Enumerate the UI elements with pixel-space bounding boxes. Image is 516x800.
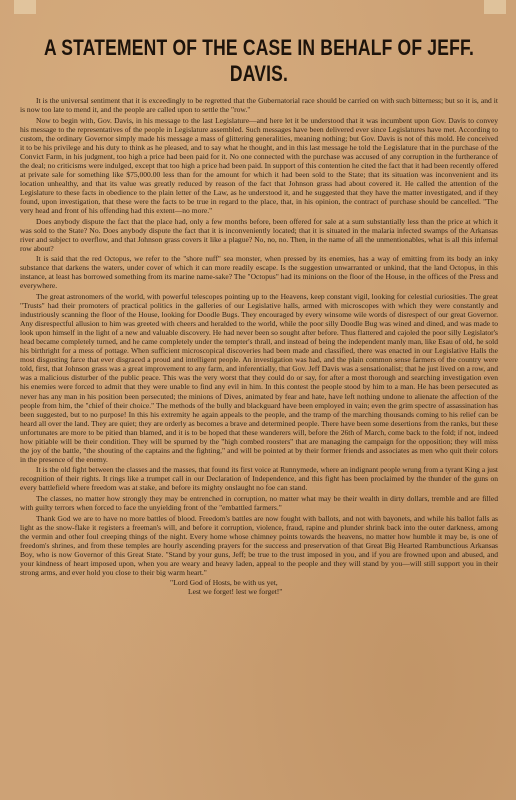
closing-verse — [20, 578, 498, 596]
paragraph-6: It is the old fight between the classes and the masses, that found its first voice at Runnymede, where an indignant people wrung from a tyrant King a just recognition of their rights. It rings like a trumpet call in our Declaration of Independence, and this fight has been proclaimed by the thunder of the guns on every battlefield where freedom was at stake, and before its mighty onslaught no foe can stand. — [20, 465, 498, 493]
document-title: A STATEMENT OF THE CASE IN BEHALF OF JEFF. DAVIS. — [43, 34, 475, 86]
paragraph-5: The great astronomers of the world, with powerful telescopes pointing up to the Heavens, keep constant vigil, looking for celestial curiosities. The great "Trusts" had their promoters of practical politics in the galleries of our Legislative halls, armed with microscopes with which they were constantly and industriously scanning the floor of the House, looking for Doodle Bugs. They encouraged by every winsome wile words of disrespect of our great Governor. Any disrespectful allusion to him was greeted with cheers and heralded to the world, while the poor silly Doodle Bug was wined and dined, and was made to look upon himself in the light of a new and valuable discovery. He had never been so sought after before. Thus flattered and cajoled the poor silly Legislator's head became completely turned, and he came completely under the tempter's thrall, and instead of being the independent manly man, like Esau of old, he sold his birthright for a mess of pottage. When sufficient microscopical discoveries had been made and classified, there was enacted in our Legislative Halls the most disgusting farce that ever disgraced a proud and intelligent people. An investigation was had, and the plain common sense farmers of the country were told, first, that Johnson grass was a great improvement to any farm, and inferentially, that Gov. Jeff Davis was a sensationalist; that he just lived on a row, and was a malicious disturber of the public peace. This was the very worst that they could do or say, for after a most thorough and searching investigation even his enemies were forced to admit that they were unable to find any evil in him. In this contest the people stood by him to a man. He has been persecuted as never has any man in his position been persecuted; the minions of Dives, animated by fear and hate, have left nothing undone to alienate the affection of the people from him, the "chief of their choice." The methods of the bully and blackguard have been employed in vain; even the grim spectre of assassination has been suggested, but to no purpose! In this his extremity he again appeals to the people, and the tramp of the marching thousands coming to his relief can be heard all over the land. They are quiet; they are orderly as becomes a brave and determined people. There have been some desertions from the ranks, but these unfortunates are more to be pitied than blamed, and it is to be hoped that these wanderers will, before the 26th of March, come back to the fold; if not, indeed how pitiable will be their condition. They will be spurned by the "high combed roosters" that are managing the campaign for the opposition; they will miss the joy of the battle, "the shouting of the captains and the fighting," and will be pointed at by their former friends and associates as men who quit their colors in the presence of the enemy. — [20, 291, 498, 464]
paragraph-1: It is the universal sentiment that it is exceedingly to be regretted that the Gubernatorial race should be carried on with such bitterness; but so it is, and it is now too late to mend it, and the people are called upon to settle the "row." — [20, 96, 498, 115]
paragraph-8: Thank God we are to have no more battles of blood. Freedom's battles are now fought with ballots, and not with bayonets, and while his ballot falls as light as the snow-flake it registers a freeman's will, and before it corruption, violence, fraud, rapine and plunder shrink back into the outer darkness, among the vermin and other foul creeping things of the night. Every home whose chimney points towards the heavens, no matter how humble it may be, is one of freedom's shrines, and from these temples are hourly ascending prayers for the success and preservation of that Great Big Hearted Rambunctious Arkansas Boy, who is now Governor of this Great State. "Stand by your guns, Jeff; be true to the trust imposed in you, and if you are frowned upon and abused, and your kindness of heart imposed upon, when you are weary and heavy laden, appeal to the people and they will stand by you—will still support you in their strong arms, and ever hold you close to their big warm heart." — [20, 513, 498, 577]
closing-line-1: "Lord God of Hosts, be with us yet, — [170, 578, 278, 588]
paragraph-7: The classes, no matter how strongly they may be entrenched in corruption, no matter what may be their wealth in dirty dollars, tremble and are filled with guilty terrors when forced to face the unyielding front of the "embattled farmers." — [20, 494, 498, 513]
paragraph-2: Now to begin with, Gov. Davis, in his message to the last Legislature—and here let it be understood that it was incumbent upon Gov. Davis to convey his message to the representatives of the people in Legislature assembled. Such messages have been delivered ever since Legislatures have met. According to custom, the ordinary Governor simply made his message a mass of glittering generalities, meaning nothing; but Gov. Davis is not of this mold. He conceived it to be his privilege and his duty to think as he pleased, and to say what he thought, and in this last message he told the Legislature that in the purchase of the Convict Farm, in his judgment, too high a price had been paid for it. No one connected with the purchase was accused of any corruption in the furtherance of the deal; no criticisms were indulged, except that too high a price had been paid. In support of this contention he cited the fact that it had been recently offered at private sale for something like $75,000.00 less than for the amount for which it had been sold to the State; that its situation was inconvenient and its location unhealthy, and that its value was greatly reduced by reason of the fact that Johnson grass had about covered it. He called the attention of the Legislature to these facts in obedience to the plain letter of the Law, as he understood it, and he suggested that they have the matter investigated, and if they found, upon investigation, that these were the facts to be true in regard to the place, that, in his opinion, the contract of purchase should be cancelled. "The very head and front of his offending had this extent—no more." — [20, 115, 498, 216]
document-body — [20, 96, 498, 577]
paragraph-4: It is said that the red Octopus, we refer to the "shore nuff" sea monster, when pressed by its enemies, has a way of emitting from its body an inky substance that darkens the waters, under cover of which it can more readily escape. Is the suggestion unwarranted or unkind, that the land Octopus, in this instance, at least has borrowed something from its marine name-sake? The "Octopus" had its minions on the floor of the House, in the offices of the Press and everywhere. — [20, 254, 498, 291]
paragraph-3: Does anybody dispute the fact that the place had, only a few months before, been offered for sale at a sum substantially less than the price at which it was sold to the State? No. Does anybody dispute the fact that it is inconveniently located; that it is situated in the malaria infected swamps of the Arkansas river and subject to overflow, and that Johnson grass covers it like a plague? No, no, no. Then, in the name of all the unmentionables, what is all this infernal row about? — [20, 216, 498, 253]
closing-line-2: Lest we forget! lest we forget!" — [188, 587, 283, 597]
tape-mark-right — [484, 0, 506, 14]
tape-mark-left — [14, 0, 36, 14]
